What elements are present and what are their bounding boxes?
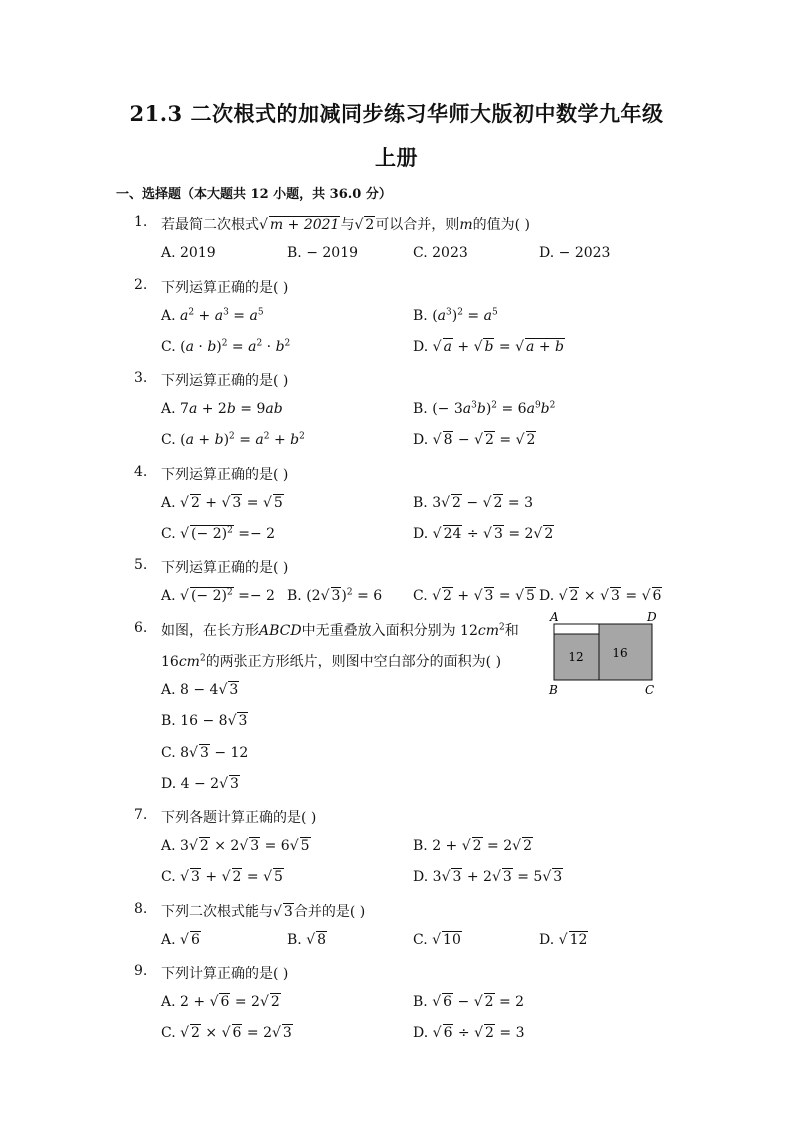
option-d[interactable]: D. 4 − 2√ 3 (161, 776, 239, 792)
question-stem: 下列运算正确的是( ) (161, 373, 289, 389)
question-stem: 下列运算正确的是( ) (161, 467, 289, 483)
option-c[interactable]: C. √ (− 2)$^2$ =− 2 (161, 525, 276, 542)
label-b: B (549, 683, 558, 696)
option-a[interactable]: A. 7a + 2b = 9ab (161, 401, 283, 417)
label-c: C (645, 683, 655, 696)
option-a[interactable]: A. 2 + √ 6 = 2√ 2 (161, 994, 280, 1010)
option-a[interactable]: A. 2019 (161, 245, 216, 261)
option-d[interactable]: D. √ 6 ÷ √ 2 = 3 (413, 1025, 525, 1041)
option-c[interactable]: C. 8√ 3 − 12 (161, 745, 249, 761)
question-number: 3. (134, 370, 148, 386)
option-b[interactable]: B. (2√ 3)$^2$ = 6 (287, 587, 383, 604)
label-square-large: 16 (612, 646, 628, 660)
question-number: 9. (134, 963, 148, 979)
question-stem-line2: $16cm^2$的两张正方形纸片，则图中空白部分的面积为( ) (161, 653, 502, 670)
option-c[interactable]: C. √ 2 × √ 6 = 2√ 3 (161, 1025, 292, 1041)
option-c[interactable]: C. $(a \cdot b)^2 = a^2 \cdot b^2$ (161, 338, 291, 355)
option-b[interactable]: B. 16 − 8√ 3 (161, 713, 248, 729)
option-b[interactable]: B. $(a^3)^2 = a^5$ (413, 307, 498, 324)
question-number: 8. (134, 901, 148, 917)
option-d[interactable]: D. √ a + √ b = √ a + b (413, 339, 564, 355)
option-b[interactable]: B. √ 6 − √ 2 = 2 (413, 994, 525, 1010)
question-stem: 下列运算正确的是( ) (161, 280, 289, 296)
question-number: 2. (134, 277, 148, 293)
option-b[interactable]: B. (− $3a^3b)^2 = 6a^9b^2$ (413, 400, 556, 417)
option-b[interactable]: B. 3√ 2 − √ 2 = 3 (413, 495, 533, 511)
option-a[interactable]: A. 3√ 2 × 2√ 3 = 6√ 5 (161, 838, 310, 854)
option-a[interactable]: A. √ 2 + √ 3 = √ 5 (161, 495, 283, 511)
question-number: 1. (134, 214, 148, 230)
option-d[interactable]: D. − 2023 (539, 245, 611, 261)
option-d[interactable]: D. √ 24 ÷ √ 3 = 2√ 2 (413, 526, 554, 542)
option-d[interactable]: D. √ 12 (539, 932, 588, 948)
rectangle-diagram (548, 610, 658, 696)
question-stem: 如图，在长方形ABCD中无重叠放入面积分别为 $12cm^2$和 (161, 622, 519, 639)
question-number: 4. (134, 464, 148, 480)
option-a[interactable]: A. 8 − 4√ 3 (161, 682, 239, 698)
option-c[interactable]: C. $(a + b)^2 = a^2 + b^2$ (161, 431, 305, 448)
option-c[interactable]: C. √ 2 + √ 3 = √ 5 (413, 588, 535, 604)
question-stem: 若最简二次根式√ m + 2021与√ 2可以合并，则m的值为( ) (161, 217, 530, 233)
option-c[interactable]: C. 2023 (413, 245, 468, 261)
option-a[interactable]: A. $a^2 + a^3 = a^5$ (161, 307, 264, 324)
question-stem: 下列各题计算正确的是( ) (161, 810, 317, 826)
question-stem: 下列计算正确的是( ) (161, 966, 289, 982)
label-square-small: 12 (568, 650, 584, 664)
option-b[interactable]: B. √ 8 (287, 932, 327, 948)
question-number: 6. (134, 620, 148, 636)
page-title-line2: 上册 (375, 145, 418, 170)
label-d: D (647, 610, 657, 624)
option-a[interactable]: A. √ 6 (161, 932, 200, 948)
question-number: 5. (134, 557, 148, 573)
label-a: A (550, 610, 559, 624)
option-a[interactable]: A. √ (− 2)$^2$ =− 2 (161, 587, 275, 604)
option-d[interactable]: D. √ 2 × √ 3 = √ 6 (539, 588, 662, 604)
page-title: 21.3 二次根式的加减同步练习华师大版初中数学九年级 (129, 101, 664, 126)
question-stem: 下列运算正确的是( ) (161, 560, 289, 576)
option-b[interactable]: B. 2 + √ 2 = 2√ 2 (413, 838, 532, 854)
question-number: 7. (134, 807, 148, 823)
option-b[interactable]: B. − 2019 (287, 245, 359, 261)
option-d[interactable]: D. 3√ 3 + 2√ 3 = 5√ 3 (413, 869, 563, 885)
question-stem: 下列二次根式能与√ 3合并的是( ) (161, 904, 366, 920)
option-d[interactable]: D. √ 8 − √ 2 = √ 2 (413, 432, 536, 448)
section-header: 一、选择题（本大题共 12 小题，共 36.0 分） (116, 187, 392, 202)
rectangle-figure (548, 610, 658, 696)
option-c[interactable]: C. √ 3 + √ 2 = √ 5 (161, 869, 283, 885)
option-c[interactable]: C. √ 10 (413, 932, 461, 948)
